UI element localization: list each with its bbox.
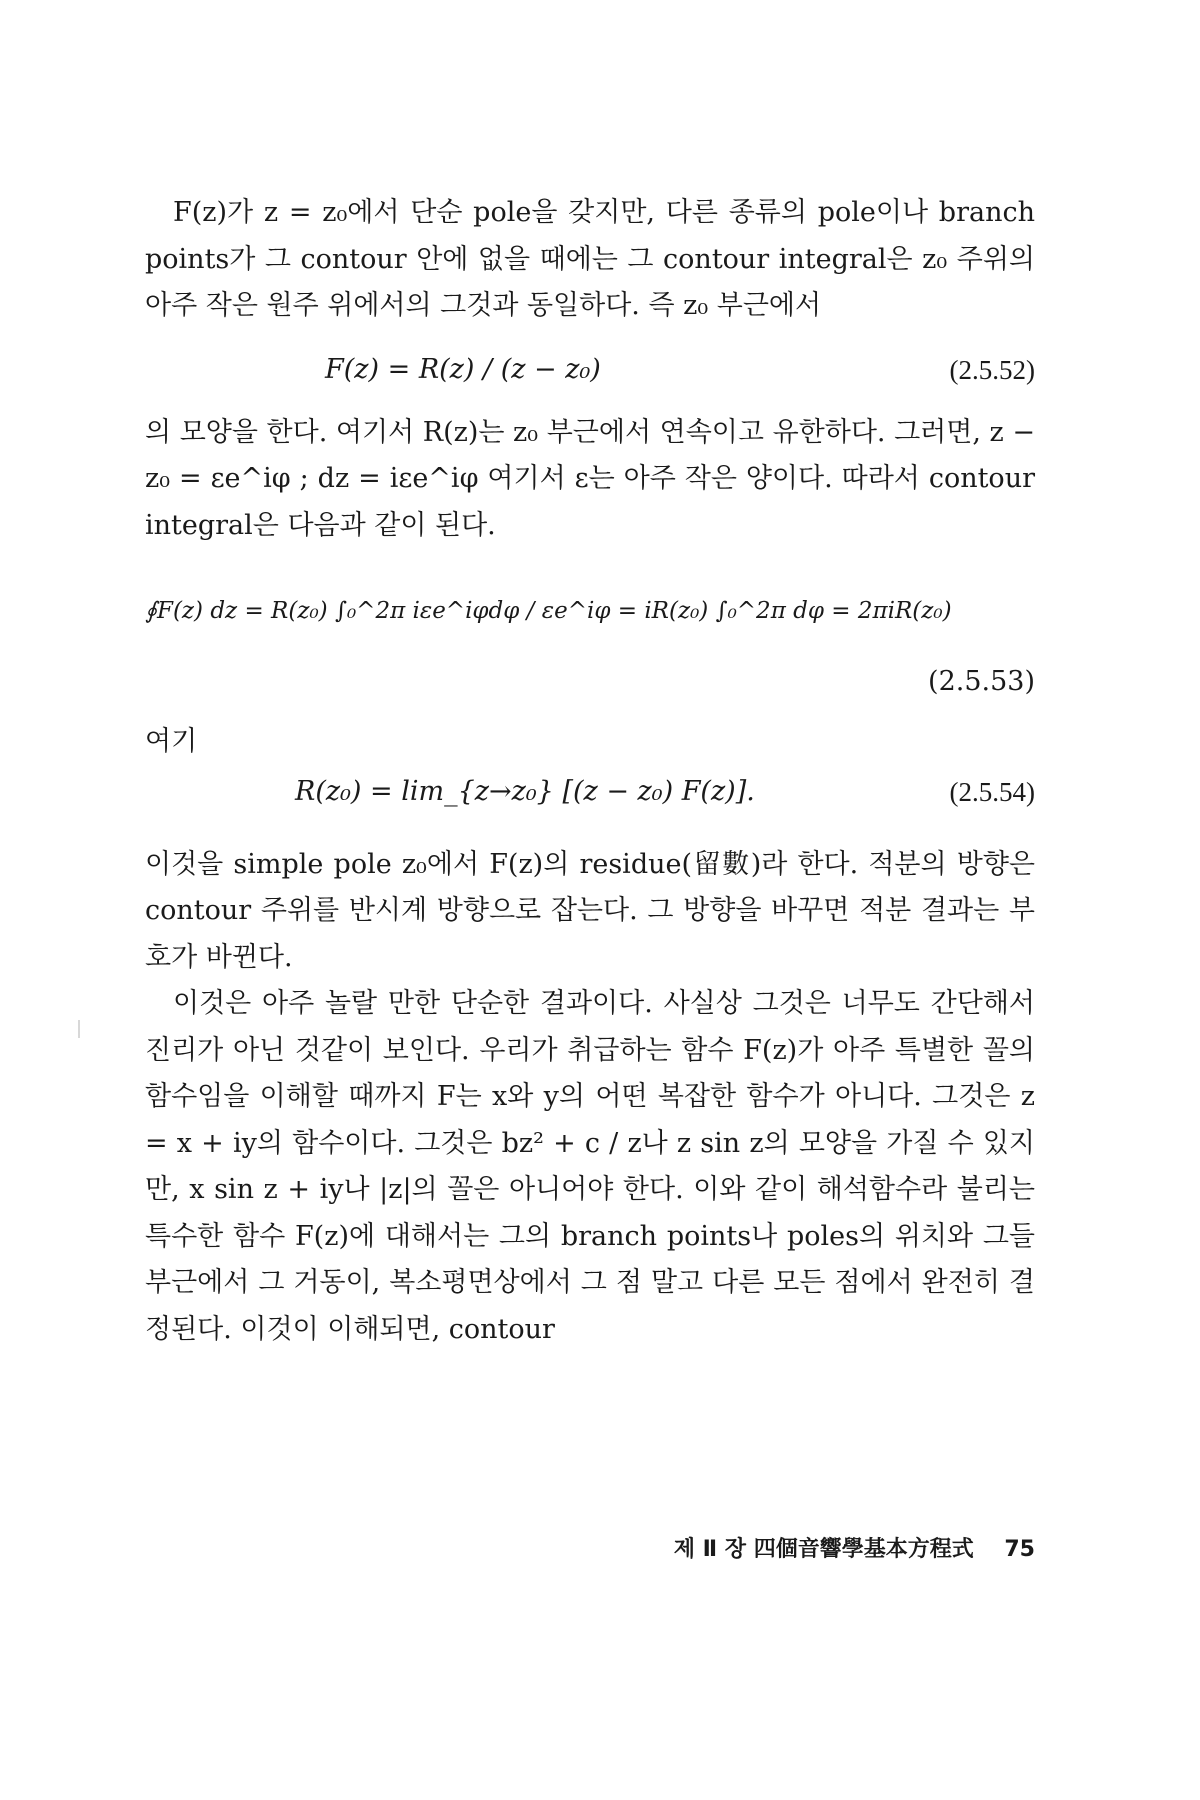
equation-row [145,563,1035,659]
equation-number: (2.5.54) [949,776,1035,807]
page-number: 75 [1004,1537,1035,1562]
equation: ∮F(z) dz = R(z₀) ∫₀^2π iεe^iφdφ / εe^iφ = iR(z₀) ∫₀^2π dφ = 2πiR(z₀) [145,598,952,624]
scan-mark [78,1020,80,1038]
paragraph: 의 모양을 한다. 여기서 R(z)는 z₀ 부근에서 연속이고 유한하다. 그러면, z − z₀ = εe^iφ ; dz = iεe^iφ 여기서 ε는 아주 작은 양이다. 따라서 contour integral은 다음과 같이 된다. [145,416,1035,541]
equation-row [145,344,1035,396]
equation: F(z) = R(z) / (z − z₀) [325,353,601,385]
equation-number: (2.5.52) [949,354,1035,385]
page-footer [565,1532,1035,1563]
page-content [145,190,1035,1353]
paragraph: 여기 [145,726,198,757]
equation-row [145,766,1035,818]
equation-number: (2.5.53) [928,666,1035,697]
running-header: 제 Ⅱ 장 四個音響學基本方程式 [673,1537,974,1562]
paragraph: F(z)가 z = z₀에서 단순 pole을 갖지만, 다른 종류의 pole이나 branch points가 그 contour 안에 없을 때에는 그 contour integral은 z₀ 주위의 아주 작은 원주 위에서의 그것과 동일하다. 즉 z₀ 부근에서 [145,197,1035,321]
paragraph: 이것을 simple pole z₀에서 F(z)의 residue(留數)라 한다. 적분의 방향은 contour 주위를 반시계 방향으로 잡는다. 그 방향을 바꾸면 적분 결과는 부호가 바뀐다. [145,848,1035,973]
equation: R(z₀) = lim_{z→z₀} [(z − z₀) F(z)]. [295,775,755,807]
paragraph: 이것은 아주 놀랄 만한 단순한 결과이다. 사실상 그것은 너무도 간단해서 진리가 아닌 것같이 보인다. 우리가 취급하는 함수 F(z)가 아주 특별한 꼴의 함수임을 이해할 때까지 F는 x와 y의 어떤 복잡한 함수가 아니다. 그것은 z = x + iy의 함수이다. 그것은 bz² + c / z나 z sin z의 모양을 가질 수 있지만, x sin z + iy나 |z|의 꼴은 아니어야 한다. 이와 같이 해석함수라 불리는 특수한 함수 F(z)에 대해서는 그의 branch points나 poles의 위치와 그들 부근에서 그 거동이, 복소평면상에서 그 점 말고 다른 모든 점에서 완전히 결정된다. 이것이 이해되면, contour [145,988,1035,1345]
